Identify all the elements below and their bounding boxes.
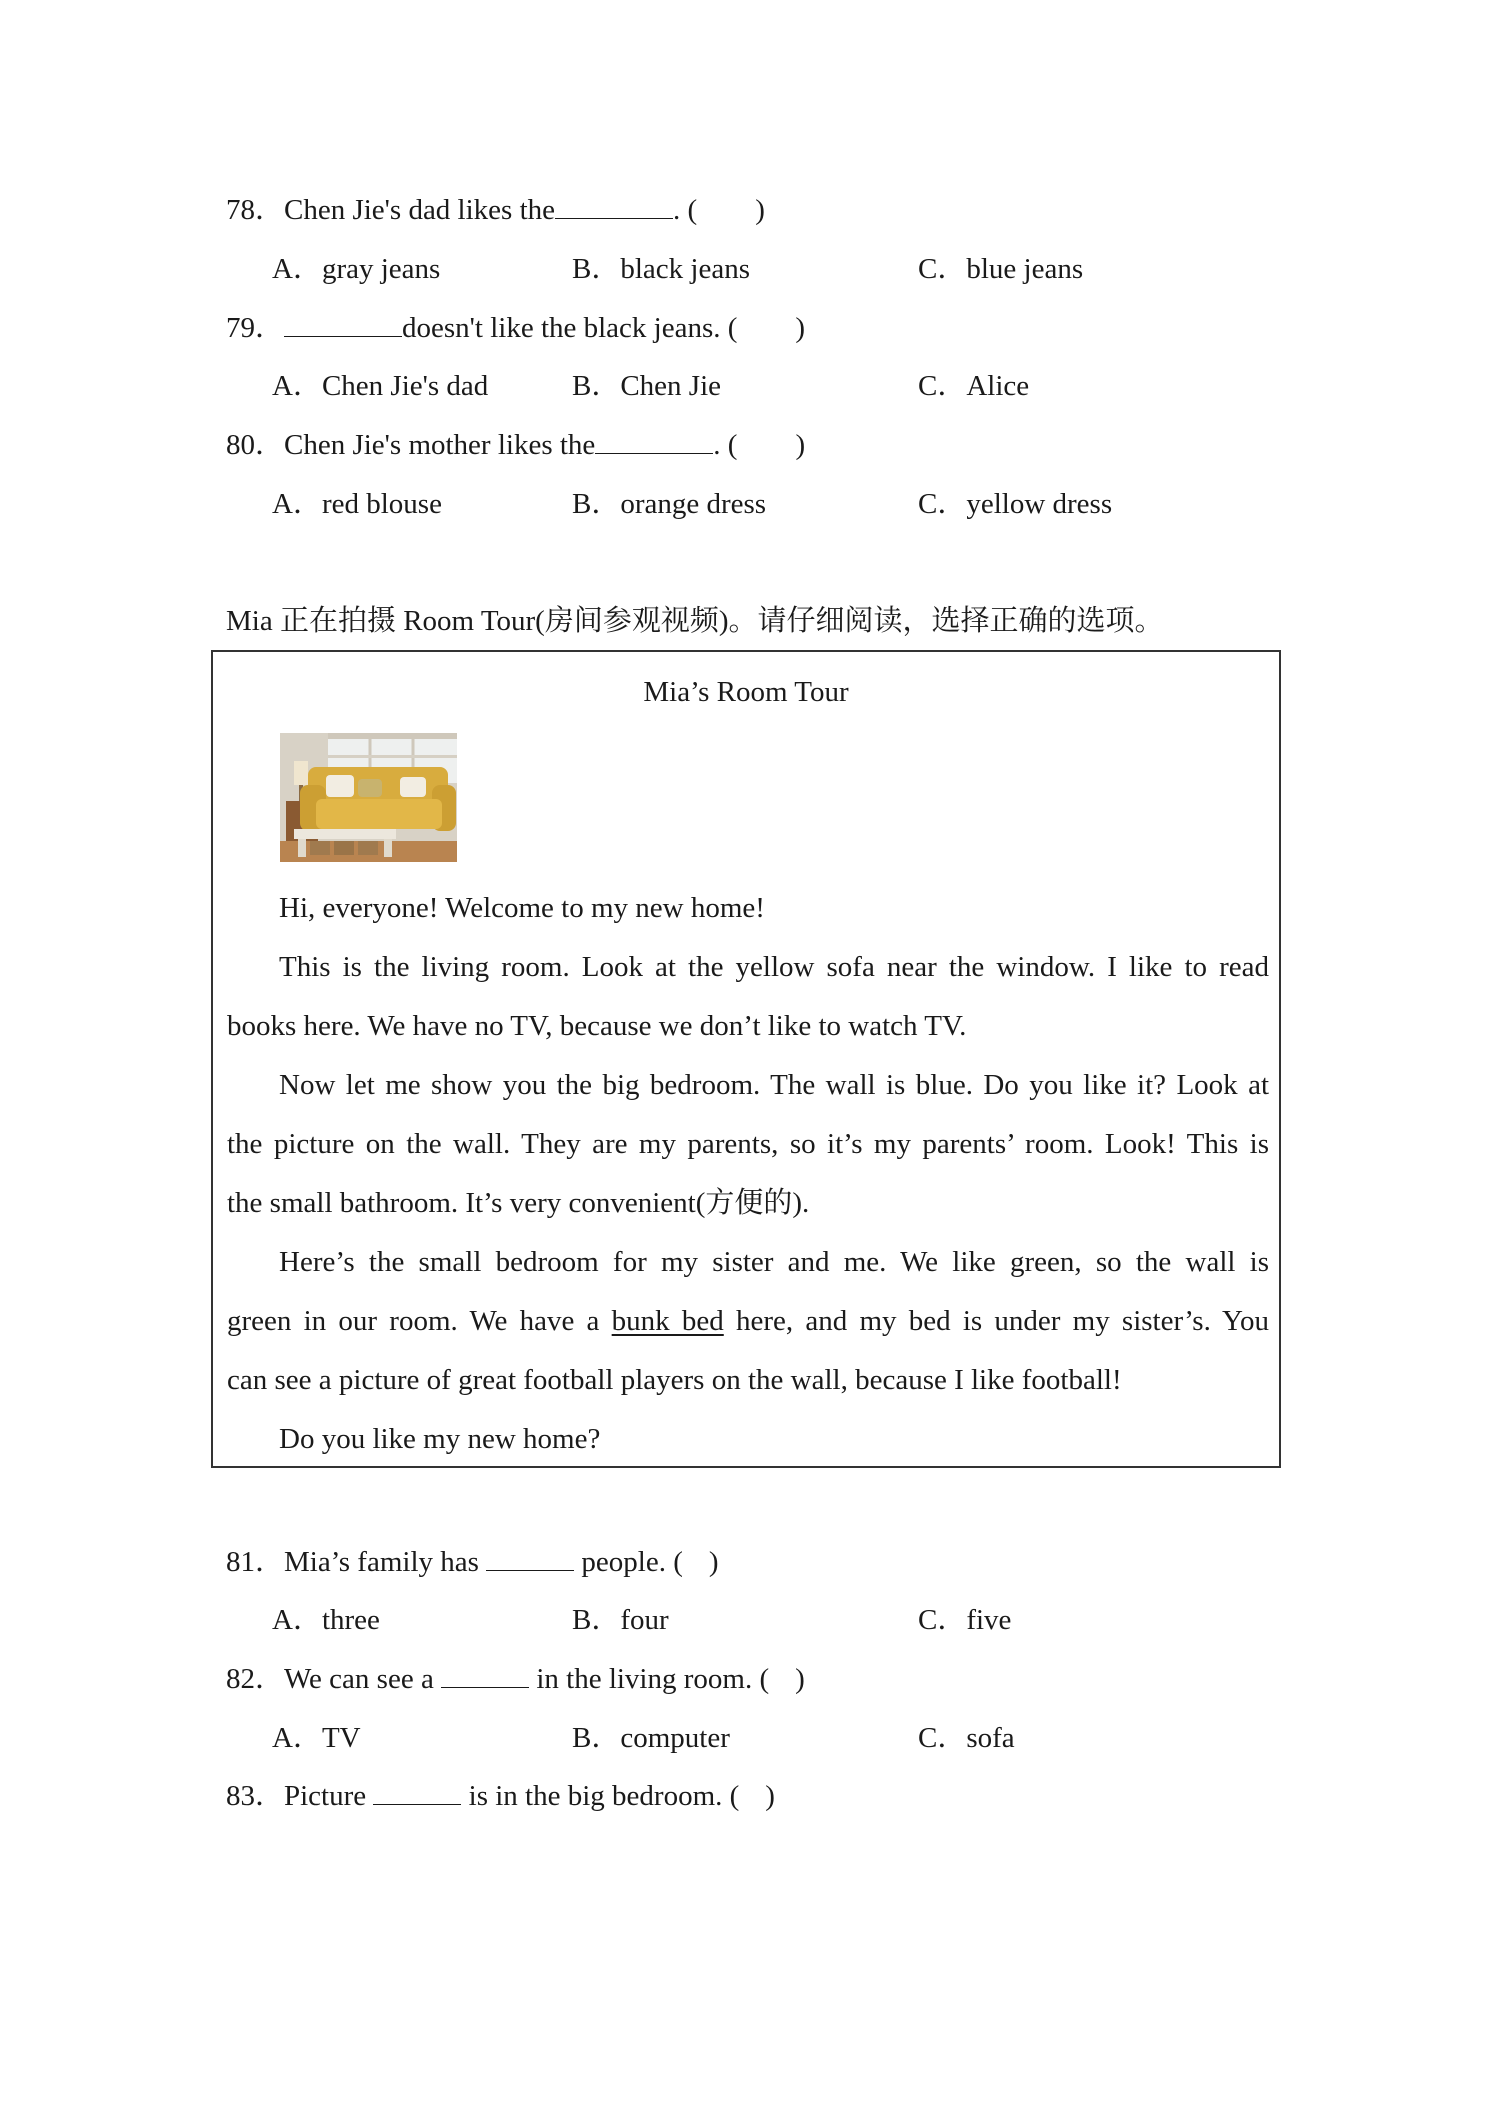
option-c[interactable]: C．Alice xyxy=(918,370,1030,402)
answer-blank[interactable] xyxy=(555,190,673,219)
option-a[interactable]: A．gray jeans xyxy=(272,253,441,285)
passage-title: Mia’s Room Tour xyxy=(643,676,849,708)
answer-blank[interactable] xyxy=(373,1776,461,1805)
option-b[interactable]: B．orange dress xyxy=(572,488,767,520)
paragraph-4-line-3: can see a picture of great football players on the wall, because I like football! xyxy=(227,1364,1122,1396)
question-78: 78．Chen Jie's dad likes the . ( ) xyxy=(226,190,765,230)
option-a[interactable]: A．red blouse xyxy=(272,488,442,520)
paragraph-4-line-2: green in our room. We have a bunk bed here, and my bed is under my sister’s. You xyxy=(227,1305,1270,1337)
option-b[interactable]: B．four xyxy=(572,1604,669,1636)
option-b[interactable]: B．computer xyxy=(572,1722,730,1754)
option-c[interactable]: C．blue jeans xyxy=(918,253,1084,285)
paragraph-1: Hi, everyone! Welcome to my new home! xyxy=(279,892,765,924)
paragraph-3-line-3: the small bathroom. It’s very convenient(方便的). xyxy=(227,1187,810,1219)
reading-passage-box xyxy=(211,650,1281,1468)
option-a[interactable]: A．TV xyxy=(272,1722,361,1754)
option-a[interactable]: A．Chen Jie's dad xyxy=(272,370,489,402)
answer-blank[interactable] xyxy=(486,1542,574,1571)
paragraph-5: Do you like my new home? xyxy=(279,1423,601,1455)
paragraph-2-line-2: books here. We have no TV, because we don’t like to watch TV. xyxy=(227,1010,967,1042)
yellow-sofa-photo xyxy=(280,733,457,862)
paragraph-4-line-1: Here’s the small bedroom for my sister and me. We like green, so the wall is xyxy=(279,1246,1269,1278)
question-80: 80．Chen Jie's mother likes the . ( ) xyxy=(226,425,805,465)
answer-blank[interactable] xyxy=(441,1659,529,1688)
paragraph-3-line-2: the picture on the wall. They are my parents, so it’s my parents’ room. Look! This is xyxy=(227,1128,1269,1160)
reading-instruction: Mia 正在拍摄 Room Tour(房间参观视频)。请仔细阅读，选择正确的选项。 xyxy=(226,605,1164,637)
question-83: 83．Picture is in the big bedroom. ( ) xyxy=(226,1776,775,1816)
question-78-text: 78．Chen Jie's dad likes the xyxy=(226,194,556,226)
bunk-bed-underlined: bunk bed xyxy=(611,1305,724,1337)
question-81: 81．Mia’s family has people. ( ) xyxy=(226,1542,719,1582)
answer-blank[interactable] xyxy=(284,308,402,337)
answer-blank[interactable] xyxy=(595,425,713,454)
option-c[interactable]: C．sofa xyxy=(918,1722,1015,1754)
option-b[interactable]: B．Chen Jie xyxy=(572,370,722,402)
option-b[interactable]: B．black jeans xyxy=(572,253,750,285)
option-c[interactable]: C．yellow dress xyxy=(918,488,1113,520)
question-82: 82．We can see a in the living room. ( ) xyxy=(226,1659,805,1699)
paragraph-2-line-1: This is the living room. Look at the yellow sofa near the window. I like to read xyxy=(279,951,1269,983)
option-a[interactable]: A．three xyxy=(272,1604,380,1636)
passage-body xyxy=(227,879,1269,1469)
paragraph-3-line-1: Now let me show you the big bedroom. The wall is blue. Do you like it? Look at xyxy=(279,1069,1269,1101)
option-c[interactable]: C．five xyxy=(918,1604,1012,1636)
question-79: 79． doesn't like the black jeans. ( ) xyxy=(226,308,805,348)
